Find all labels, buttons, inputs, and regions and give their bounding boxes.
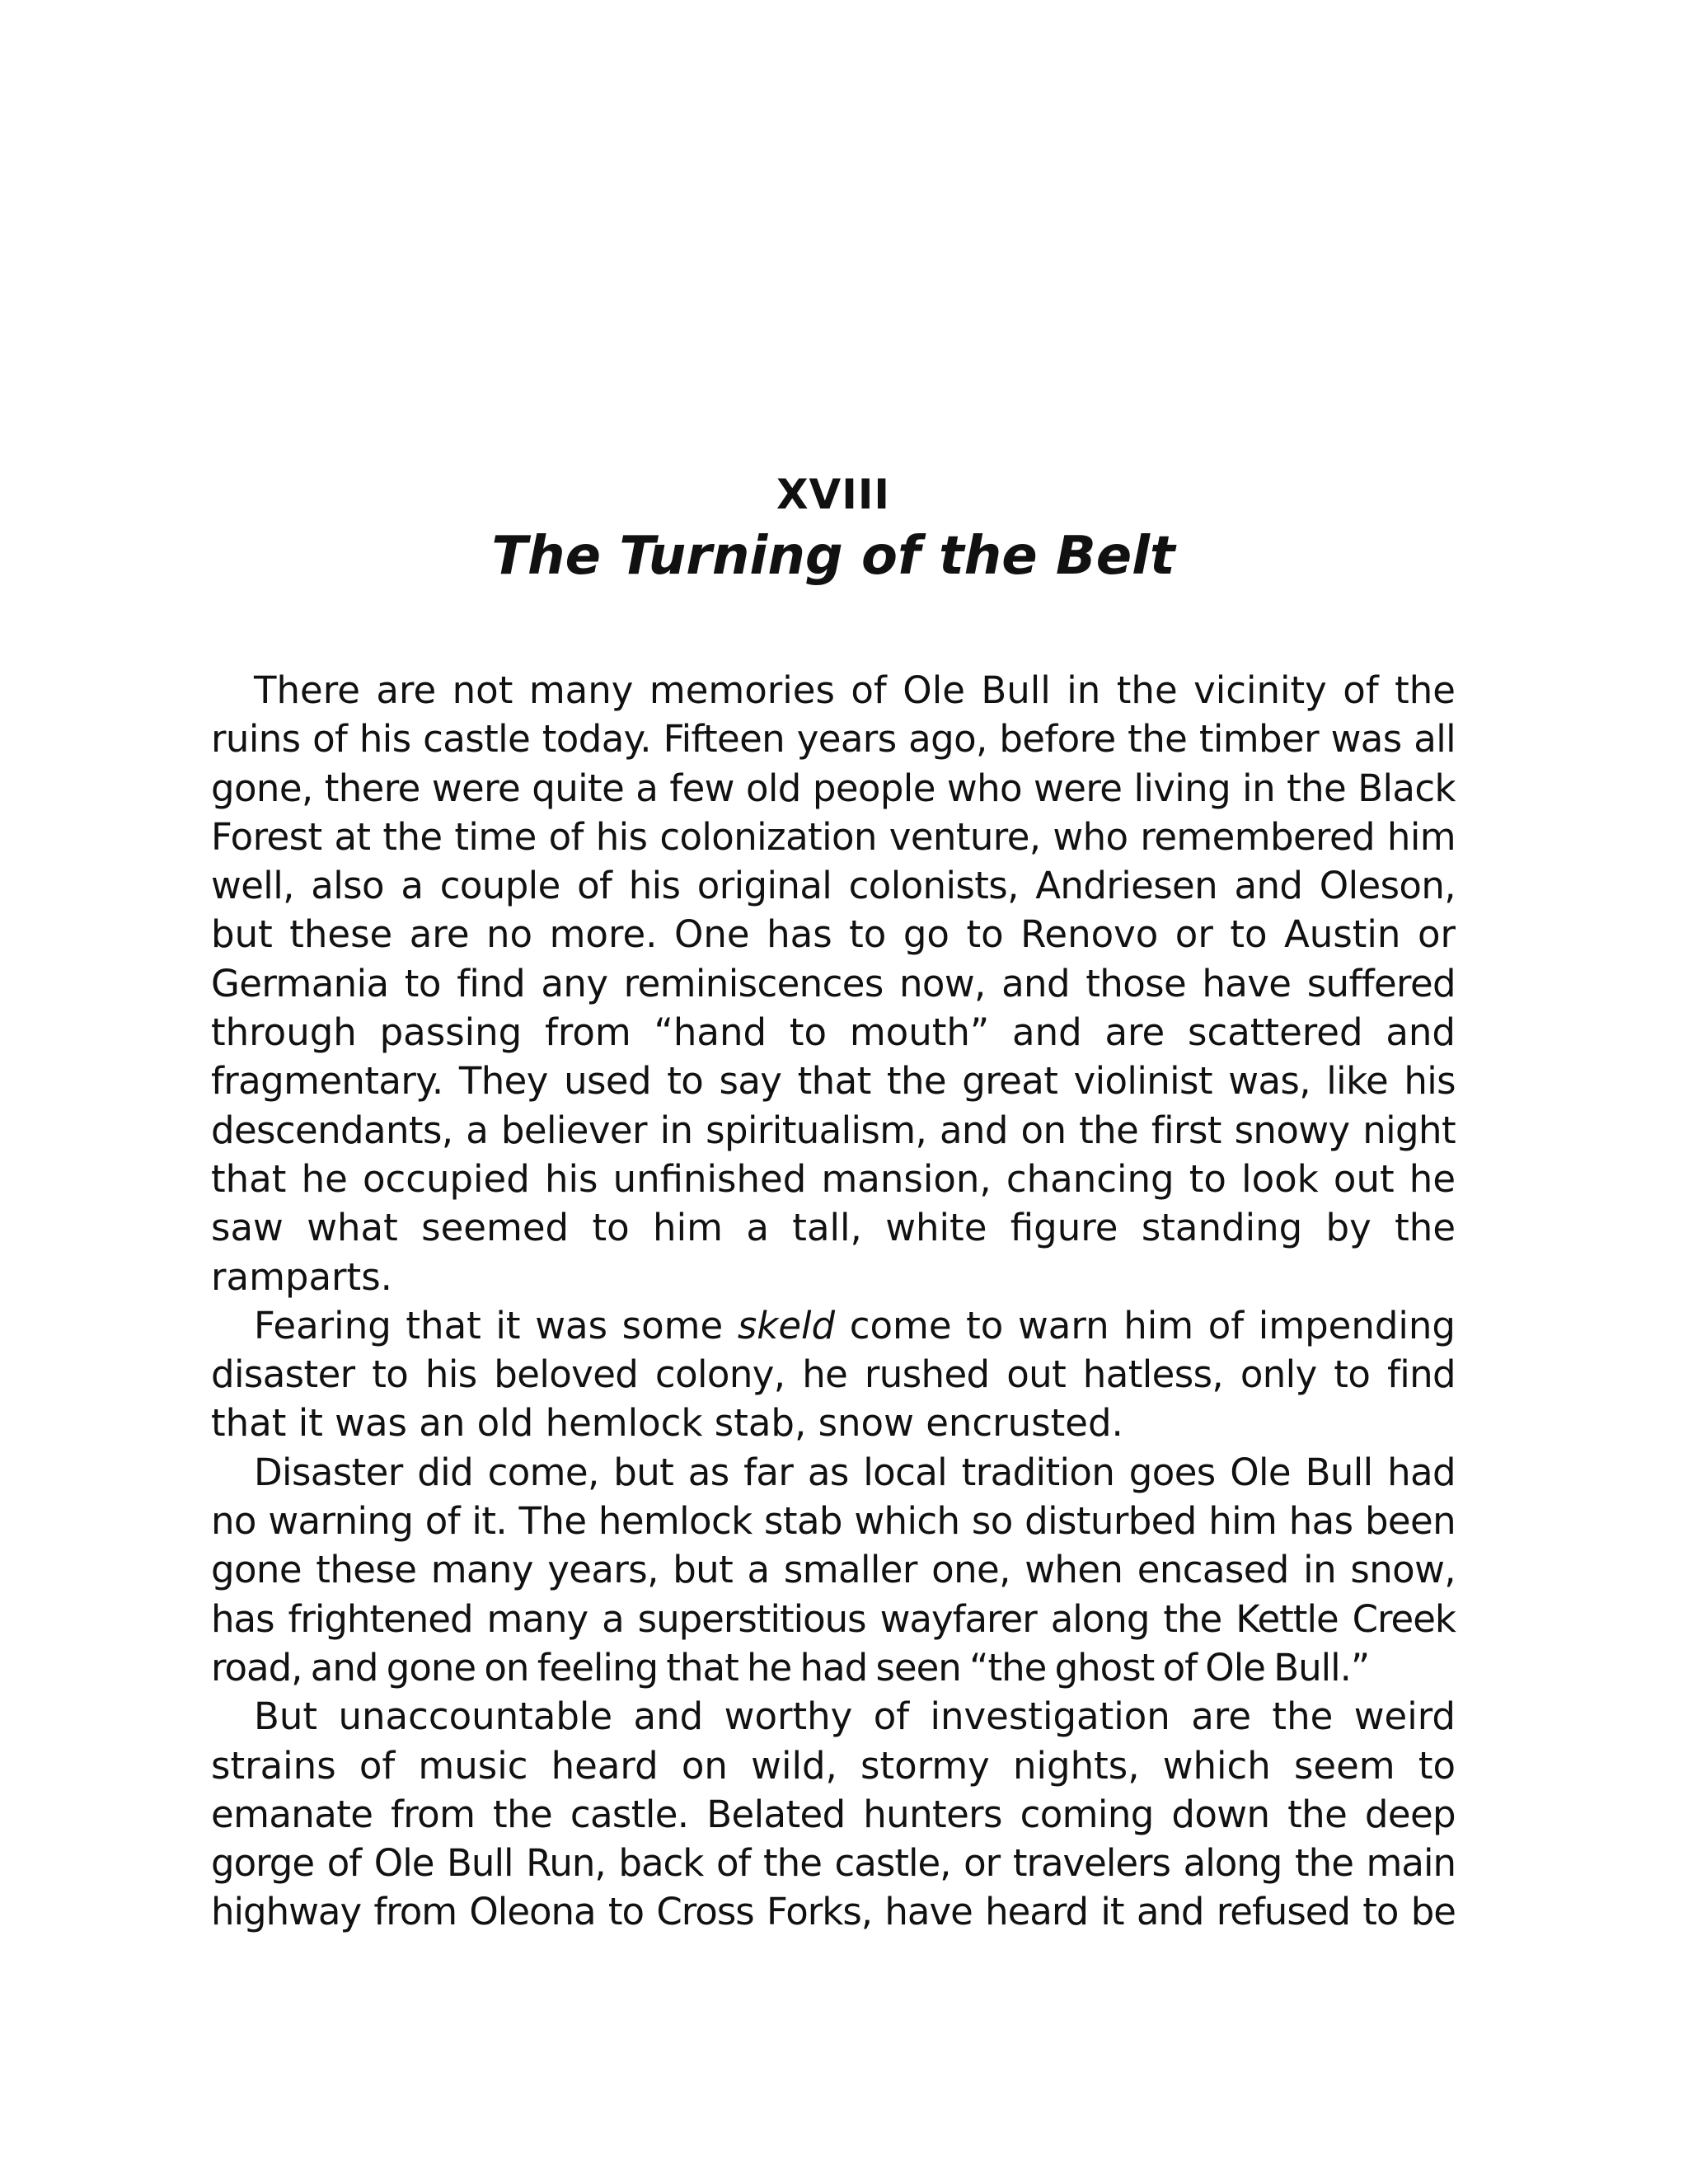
text-line: gorge of Ole Bull Run, back of the castle, or travelers along the main <box>211 1841 1456 1886</box>
text-line: well, also a couple of his original colonists, Andriesen and Oleson, <box>211 864 1456 908</box>
text-line: no warning of it. The hemlock stab which so disturbed him has been <box>211 1499 1456 1544</box>
text-line: road, and gone on feeling that he had seen “the ghost of Ole Bull.” <box>211 1645 1370 1690</box>
chapter-number: XVIII <box>776 471 891 518</box>
text-line: ramparts. <box>211 1254 392 1299</box>
text-line: has frightened many a superstitious wayfarer along the Kettle Creek <box>211 1596 1456 1641</box>
text-line: strains of music heard on wild, stormy nights, which seem to <box>211 1743 1456 1788</box>
text-line: disaster to his beloved colony, he rushed out hatless, only to find <box>211 1352 1456 1397</box>
text-line: but these are no more. One has to go to Renovo or to Austin or <box>211 912 1456 957</box>
text-line: Disaster did come, but as far as local tradition goes Ole Bull had <box>254 1450 1456 1494</box>
text-line: fragmentary. They used to say that the great violinist was, like his <box>211 1059 1456 1104</box>
chapter-body <box>211 666 1456 1937</box>
text-run: Fearing that it was some <box>254 1303 738 1347</box>
italic-word: skeld <box>737 1303 836 1347</box>
text-line: ruins of his castle today. Fifteen years ago, before the timber was all <box>211 717 1456 762</box>
text-line: Germania to find any reminiscences now, and those have suffered <box>211 961 1456 1005</box>
paragraph <box>211 666 1456 1301</box>
text-line <box>211 1301 1456 1350</box>
text-line: Forest at the time of his colonization venture, who remembered him <box>211 814 1456 859</box>
text-line: gone, there were quite a few old people who were living in the Black <box>211 766 1456 810</box>
text-line: emanate from the castle. Belated hunters coming down the deep <box>211 1792 1456 1836</box>
chapter-title: The Turning of the Belt <box>491 526 1175 587</box>
text-run: come to warn him of impending <box>835 1303 1456 1347</box>
paragraph <box>211 1692 1456 1936</box>
paragraph <box>211 1301 1456 1448</box>
text-line: that he occupied his unfinished mansion, chancing to look out he <box>211 1156 1456 1201</box>
text-line: saw what seemed to him a tall, white figure standing by the <box>211 1206 1456 1250</box>
text-line: through passing from “hand to mouth” and are scattered and <box>211 1010 1456 1055</box>
text-line: highway from Oleona to Cross Forks, have heard it and refused to be <box>211 1890 1456 1934</box>
text-line: gone these many years, but a smaller one, when encased in snow, <box>211 1548 1456 1592</box>
text-line: that it was an old hemlock stab, snow encrusted. <box>211 1401 1123 1446</box>
text-line: But unaccountable and worthy of investigation are the weird <box>254 1694 1456 1739</box>
paragraph <box>211 1448 1456 1692</box>
text-line: There are not many memories of Ole Bull in the vicinity of the <box>254 668 1456 712</box>
text-line: descendants, a believer in spiritualism, and on the first snowy night <box>211 1108 1456 1152</box>
